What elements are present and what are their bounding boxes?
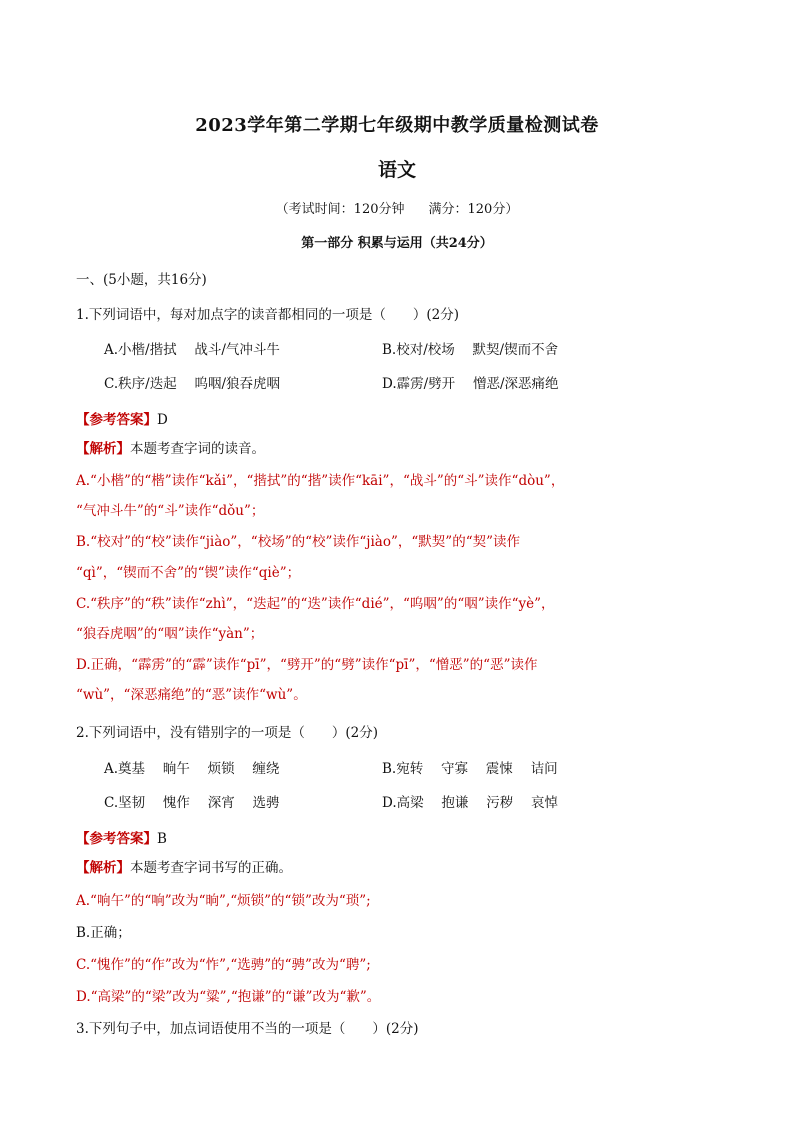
analysis-text: 本题考查字词的读音。: [130, 441, 265, 457]
exam-title: 2023学年第二学期七年级期中教学质量检测试卷: [195, 115, 599, 136]
analysis-tag: 【解析】: [76, 441, 130, 457]
question-3-stem: 3.下列句子中，加点词语使用不当的一项是（ ）(2分): [76, 1021, 419, 1037]
subject-title: 语文: [377, 159, 416, 181]
exam-score: 满分：120分）: [428, 202, 519, 217]
question-1-stem: 1.下列词语中，每对加点字的读音都相同的一项是（ ）(2分): [76, 307, 460, 323]
exam-info: [0, 198, 794, 217]
question-1-explain-c-1: C.“秩序”的“秩”读作“zhì”，“迭起”的“迭”读作“dié”，“呜咽”的“咽”读作“yè”，: [76, 596, 555, 612]
section-heading: 一、(5小题，共16分): [76, 272, 207, 288]
question-2-explain-b: B.正确；: [76, 925, 131, 941]
answer-value: D: [157, 412, 168, 428]
question-1-explain-b-2: “qì”，“锲而不舍”的“锲”读作“qiè”；: [76, 565, 301, 581]
question-1-explain-d-1: D.正确，“霹雳”的“霹”读作“pī”，“劈开”的“劈”读作“pī”，“憎恶”的“恶”读作: [76, 657, 538, 673]
question-2-explain-d: D.“高梁”的“梁”改为“粱”,“抱谦”的“谦”改为“歉”。: [76, 989, 381, 1005]
question-2-analysis: [76, 856, 292, 876]
answer-tag: 【参考答案】: [76, 412, 157, 428]
question-1-explain-c-2: “狼吞虎咽”的“咽”读作“yàn”；: [76, 626, 264, 642]
question-1-answer: [76, 408, 168, 428]
question-1-option-b: B.校对/校场 默契/锲而不舍: [382, 342, 559, 358]
question-2-explain-a: A.“响午”的“响”改为“晌”,“烦锁”的“锁”改为“琐”;: [76, 893, 371, 909]
question-1-analysis: [76, 437, 265, 457]
question-1-explain-b-1: B.“校对”的“校”读作“jiào”，“校场”的“校”读作“jiào”，“默契”的“契”读作: [76, 534, 520, 550]
question-1-explain-d-2: “wù”，“深恶痛绝”的“恶”读作“wù”。: [76, 687, 307, 703]
question-2-answer: [76, 827, 167, 847]
question-2-stem: 2.下列词语中，没有错别字的一项是（ ）(2分): [76, 725, 379, 741]
question-1-explain-a-1: A.“小楷”的“楷”读作“kǎi”，“揩拭”的“揩”读作“kāi”，“战斗”的“斗”读作“dòu”，: [76, 473, 565, 489]
answer-tag: 【参考答案】: [76, 831, 157, 847]
analysis-text: 本题考查字词书写的正确。: [130, 860, 292, 876]
question-1-option-a: A.小楷/揩拭 战斗/气冲斗牛: [104, 342, 280, 358]
question-2-option-c: C.坚韧 愧作 深宵 选骋: [104, 795, 280, 811]
part-title: 第一部分 积累与运用（共24分）: [301, 236, 493, 251]
exam-time: （考试时间：120分钟: [275, 202, 405, 217]
question-1-option-d: D.霹雳/劈开 憎恶/深恶痛绝: [382, 376, 559, 392]
question-2-explain-c: C.“愧作”的“作”改为“怍”,“选骋”的“骋”改为“聘”;: [76, 957, 371, 973]
question-2-option-d: D.高梁 抱谦 污秽 哀悼: [382, 795, 559, 811]
question-1-explain-a-2: “气冲斗牛”的“斗”读作“dǒu”；: [76, 503, 265, 519]
question-2-option-b: B.宛转 守寡 震悚 诘问: [382, 761, 558, 777]
question-2-option-a: A.奠基 晌午 烦锁 缠绕: [104, 761, 280, 777]
analysis-tag: 【解析】: [76, 860, 130, 876]
answer-value: B: [157, 831, 167, 847]
question-1-option-c: C.秩序/迭起 呜咽/狼吞虎咽: [104, 376, 281, 392]
